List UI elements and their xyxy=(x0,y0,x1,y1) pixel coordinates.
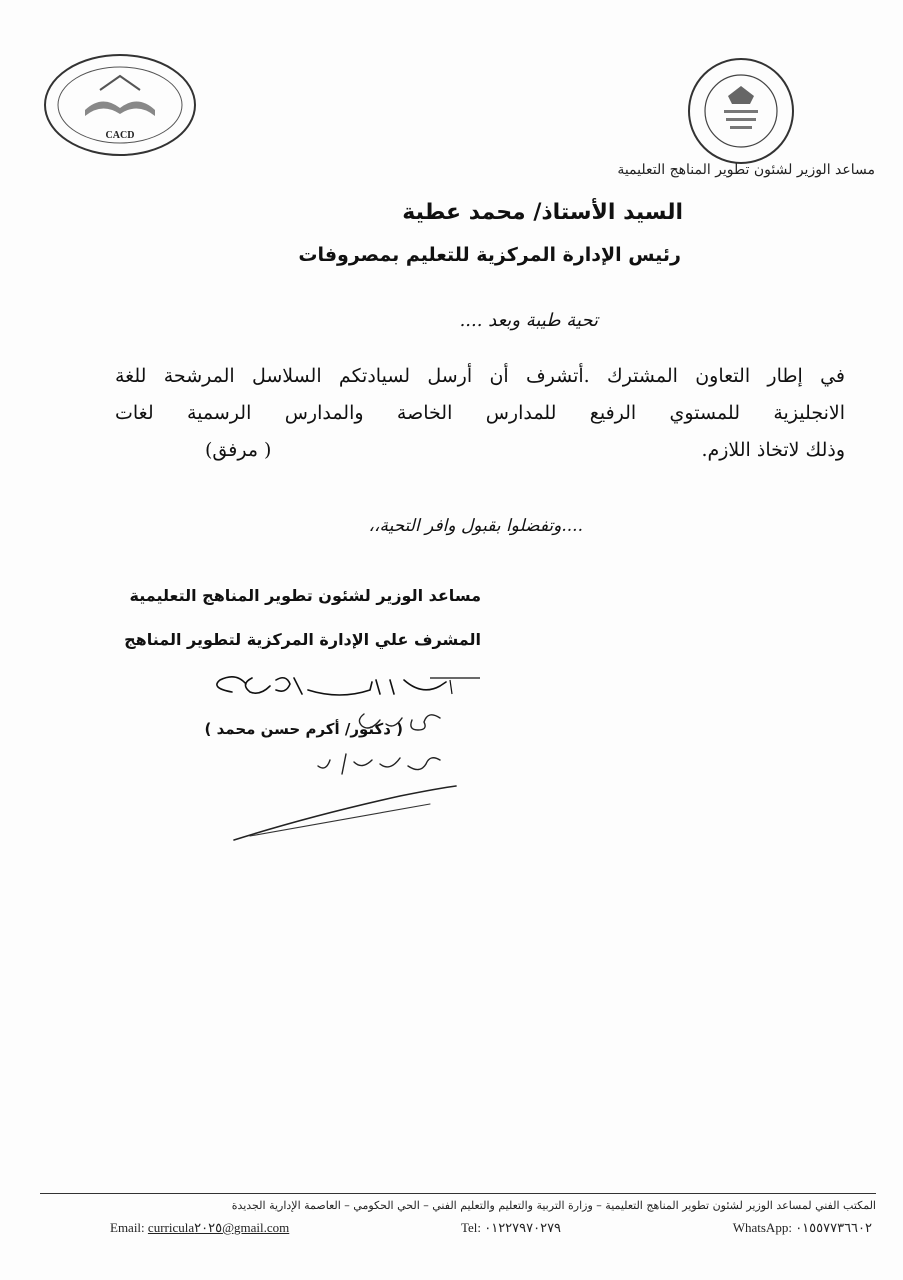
footer-whatsapp xyxy=(733,1220,872,1236)
footer-tel xyxy=(461,1220,561,1236)
body-line-3-row xyxy=(115,432,845,469)
ministry-seal xyxy=(686,56,796,166)
body-line-3: وذلك لاتخاذ اللازم. xyxy=(701,439,845,461)
whatsapp-label: WhatsApp: xyxy=(732,1220,792,1235)
footer-divider xyxy=(40,1193,876,1194)
attachment-note: ( مرفق) xyxy=(205,439,272,461)
footer-address: المكتب الفني لمساعد الوزير لشئون تطوير المناهج التعليمية – وزارة التربية والتعليم والتعليم الفني – الحي الحكومي – العاصمة الإدارية الجديدة xyxy=(231,1199,876,1212)
footer-email xyxy=(110,1220,289,1236)
greeting: تحية طيبة وبعد .... xyxy=(459,310,598,331)
tel-label: Tel: xyxy=(460,1220,481,1235)
whatsapp-number: ٠١٥٥٧٧٣٦٦٠٢ xyxy=(795,1220,872,1235)
email-label: Email: xyxy=(110,1220,145,1235)
signatory-name: ( دكتور/ أكرم حسن محمد ) xyxy=(204,720,403,738)
email-address[interactable]: curricula٢٠٢٥@gmail.com xyxy=(147,1220,290,1235)
signatory-role-2: المشرف علي الإدارة المركزية لتطوير المناهج xyxy=(124,630,481,649)
footer-contact-row xyxy=(110,1220,872,1236)
handwritten-note xyxy=(230,700,460,850)
svg-text:CACD: CACD xyxy=(105,130,135,141)
closing-salutation: ....وتفضلوا بقبول وافر التحية،، xyxy=(368,516,583,536)
cacd-logo xyxy=(40,50,200,160)
recipient-name: السيد الأستاذ/ محمد عطية xyxy=(402,200,683,225)
signatory-role-1: مساعد الوزير لشئون تطوير المناهج التعليمية xyxy=(129,586,481,605)
recipient-title: رئيس الإدارة المركزية للتعليم بمصروفات xyxy=(298,244,681,266)
body-line-2: الانجليزية للمستوي الرفيع للمدارس الخاصة والمدارس الرسمية لغات xyxy=(115,402,845,424)
letter-body xyxy=(115,358,845,469)
body-line-1: في إطار التعاون المشترك .أتشرف أن أرسل لسيادتكم السلاسل المرشحة للغة xyxy=(115,365,845,387)
office-header-line: مساعد الوزير لشئون تطوير المناهج التعليمية xyxy=(617,162,875,178)
tel-number: ٠١٢٢٧٩٧٠٢٧٩ xyxy=(484,1220,562,1235)
